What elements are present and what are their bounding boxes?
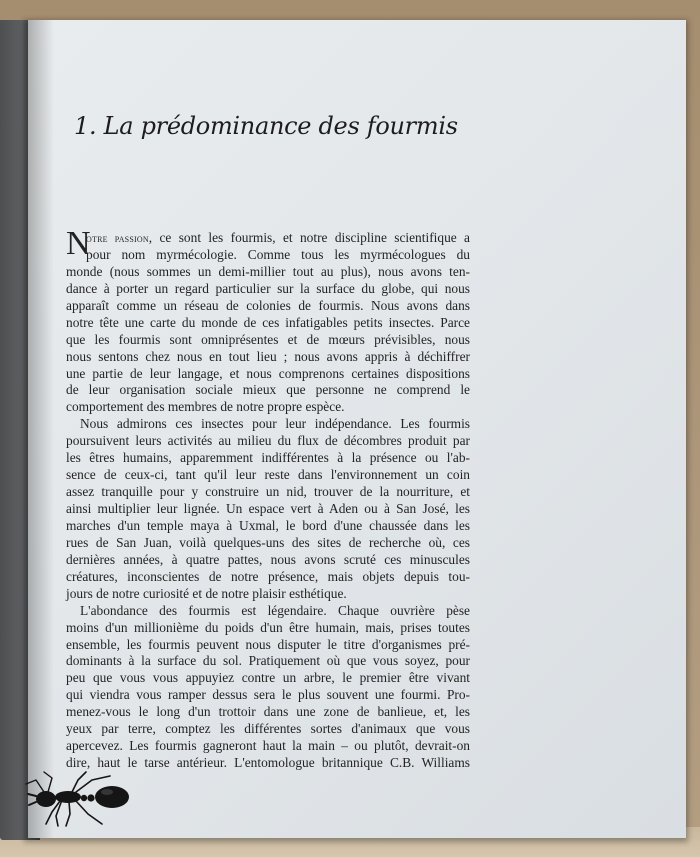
text-line: de leur organisation sociale mieux que personne ne comprend le	[66, 382, 470, 398]
text-line: dominants à la surface du sol. Pratiquement où que vous soyez, pour	[66, 653, 470, 669]
text-line: rues de San Juan, voilà quelques-uns des sites de recherche où, ces	[66, 534, 470, 550]
text-line: sence de ceux-ci, tant qu'il leur reste dans l'environnement un coin	[66, 467, 470, 483]
text-line: nous sentons chez nous en tout lieu ; nous avons appris à déchiffrer	[66, 348, 470, 364]
text-line: créatures, inconscientes de notre présence, mais objets depuis tou-	[66, 568, 470, 584]
text-line: les êtres humains, apparemment indifférentes à la présence ou l'ab-	[66, 450, 470, 466]
text-line: L'abondance des fourmis est légendaire. Chaque ouvrière pèse	[80, 602, 470, 618]
text-line: moins d'un millionième du poids d'un être humain, mais, prises toutes	[66, 619, 470, 635]
text-line: Nous admirons ces insectes pour leur indépendance. Les fourmis	[80, 416, 470, 432]
text-line: jours de notre curiosité et de notre plaisir esthétique.	[66, 585, 347, 601]
text-line: qui viendra vous ramper dessus sera le plus souvent une fourmi. Pro-	[66, 687, 470, 703]
drop-cap: N	[66, 225, 91, 262]
ant-icon	[22, 768, 134, 830]
text-line: comportement des membres de notre propre espèce.	[66, 399, 345, 415]
text-line: dance à porter un regard particulier sur la surface du globe, qui nous	[66, 280, 470, 296]
text-line: peu que vous vous appuyiez contre un arbre, le premier être vivant	[66, 670, 470, 686]
text-line: dire, haut le tarse antérieur. L'entomologue britannique C.B. Williams	[66, 755, 470, 771]
text-line: apercevez. Les fourmis gagneront haut la main – ou plutôt, devrait-on	[66, 738, 470, 754]
chapter-title: 1. La prédominance des fourmis	[74, 112, 458, 140]
text-line: marches d'un temple maya à Uxmal, le bord d'une chaussée dans les	[66, 517, 470, 533]
text-line: assez tranquille pour y construire un nid, trouver de la nourriture, et	[66, 484, 470, 500]
text-line: ensemble, les fourmis peuvent nous disputer le titre d'organismes pré-	[66, 636, 470, 652]
book-page	[28, 20, 686, 838]
small-caps-lead: otre passion	[86, 232, 149, 245]
text-line: monde (nous sommes un demi-millier tout au plus), nous avons ten-	[66, 263, 470, 279]
body-text	[66, 225, 471, 772]
text-line: notre tête une carte du monde de ces infatigables petits insectes. Parce	[66, 314, 470, 330]
text-line: une partie de leur langage, et nous comprenons certaines dispositions	[66, 365, 470, 381]
text-line: dernières années, à quatre pattes, nous avons scruté ces minuscules	[66, 551, 470, 567]
paragraph-3	[66, 603, 470, 772]
text-line: ainsi multiplier leur lignée. Un espace vert à Aden ou à San José, les	[66, 501, 470, 516]
text-line: yeux par terre, comptez les différentes sortes d'animaux que vous	[66, 721, 470, 737]
paragraph-2	[66, 416, 470, 602]
text-line: que les fourmis sont omniprésentes et de mœurs prévisibles, nous	[66, 331, 470, 347]
text-line: apparaît comme un réseau de colonies de fourmis. Nous avons dans	[66, 297, 470, 313]
paragraph-1	[66, 225, 471, 416]
text-line: poursuivent leurs activités au milieu du flux de décombres produit par	[66, 433, 470, 449]
text-line: pour nom myrmécologie. Comme tous les myrmécologues du	[86, 246, 470, 262]
text-line: menez-vous le long d'un trottoir dans une zone de banlieue, et, les	[66, 704, 470, 720]
line-text: , ce sont les fourmis, et notre discipline scientifique a	[148, 230, 471, 245]
